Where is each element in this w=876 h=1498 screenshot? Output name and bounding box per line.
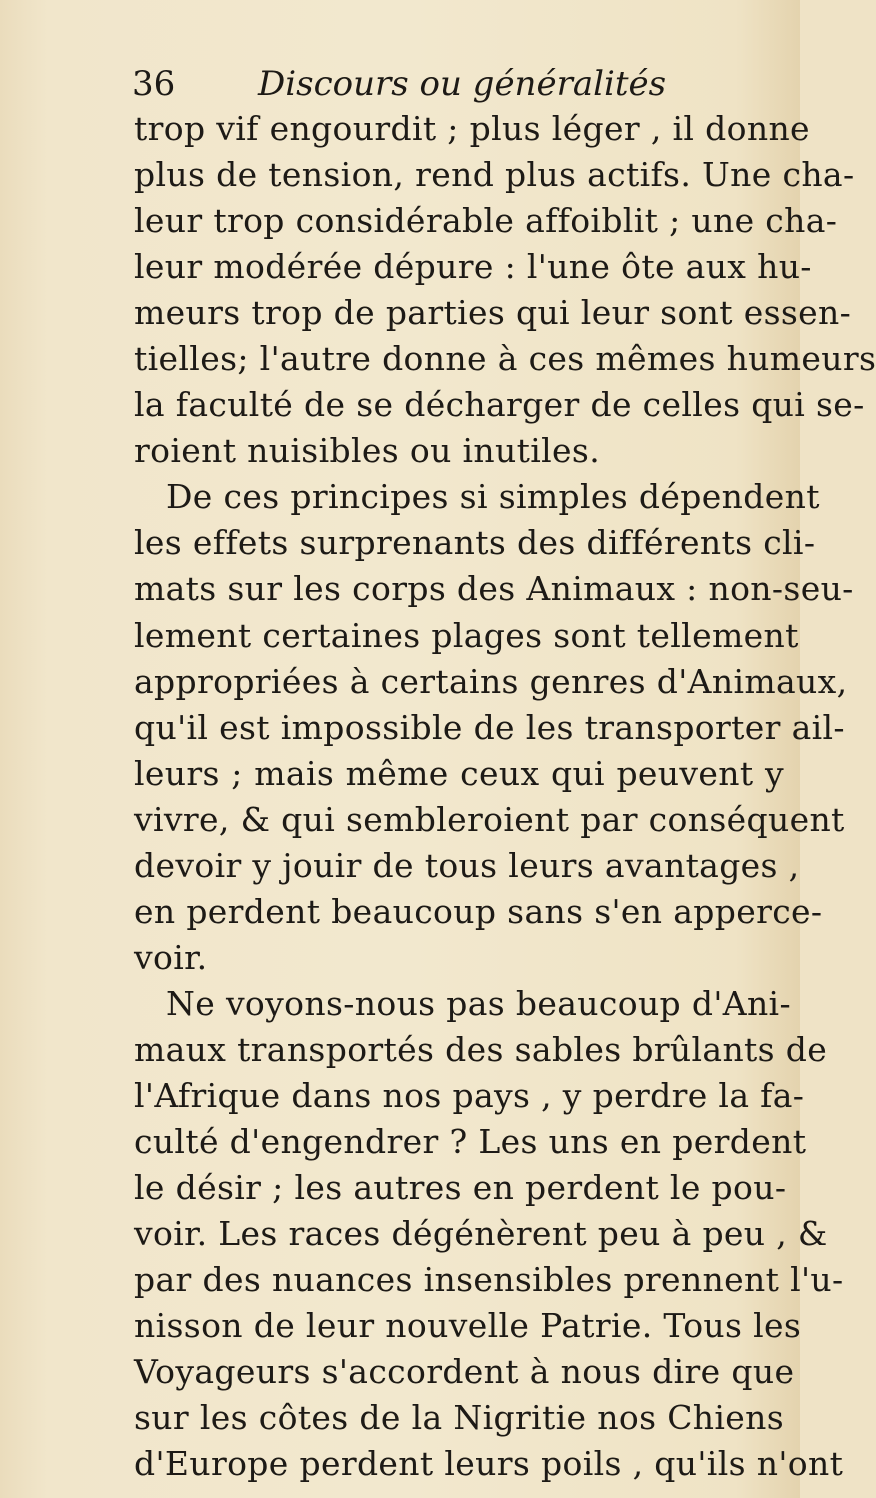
text-line: appropriées à certains genres d'Animaux,: [134, 661, 848, 701]
text-line: plus de tension, rend plus actifs. Une cha-: [134, 155, 855, 195]
running-title: Discours ou généralités: [258, 64, 667, 104]
text-line: mats sur les corps des Animaux : non-seu-: [134, 569, 854, 609]
text-line: l'Afrique dans nos pays , y perdre la fa-: [134, 1075, 805, 1115]
text-line: nisson de leur nouvelle Patrie. Tous les: [134, 1306, 802, 1346]
text-line: le désir ; les autres en perdent le pou-: [134, 1168, 787, 1208]
text-line: en perdent beaucoup sans s'en apperce-: [134, 891, 823, 931]
text-line: Ne voyons-nous pas beaucoup d'Ani-: [166, 983, 791, 1023]
body-text: [134, 106, 876, 1487]
text-line: la faculté de se décharger de celles qui se-: [134, 385, 865, 425]
text-line: leur modérée dépure : l'une ôte aux hu-: [134, 247, 812, 287]
text-line: roient nuisibles ou inutiles.: [134, 431, 601, 471]
text-line: Voyageurs s'accordent à nous dire que: [134, 1352, 795, 1392]
text-line: meurs trop de parties qui leur sont essen-: [134, 293, 852, 333]
page-number: 36: [132, 64, 176, 104]
text-line: par des nuances insensibles prennent l'u-: [134, 1260, 844, 1300]
text-line: lement certaines plages sont tellement: [134, 615, 799, 655]
text-line: d'Europe perdent leurs poils , qu'ils n'ont: [134, 1444, 844, 1484]
text-line: leur trop considérable affoiblit ; une cha-: [134, 201, 838, 241]
text-line: tielles; l'autre donne à ces mêmes humeurs: [134, 339, 876, 379]
page-header: [132, 62, 732, 106]
text-line: qu'il est impossible de les transporter ail-: [134, 707, 845, 747]
text-line: culté d'engendrer ? Les uns en perdent: [134, 1122, 807, 1162]
text-line: trop vif engourdit ; plus léger , il donne: [134, 109, 810, 148]
text-line: devoir y jouir de tous leurs avantages ,: [134, 845, 800, 885]
text-line: leurs ; mais même ceux qui peuvent y: [134, 753, 784, 793]
text-line: vivre, & qui sembleroient par conséquent: [134, 799, 845, 839]
text-line: les effets surprenants des différents cli-: [134, 523, 816, 563]
text-line: De ces principes si simples dépendent: [166, 477, 820, 517]
text-line: sur les côtes de la Nigritie nos Chiens: [134, 1398, 785, 1438]
text-line: maux transportés des sables brûlants de: [134, 1029, 828, 1069]
text-line: voir.: [134, 937, 208, 977]
text-line: voir. Les races dégénèrent peu à peu , &: [134, 1214, 828, 1254]
